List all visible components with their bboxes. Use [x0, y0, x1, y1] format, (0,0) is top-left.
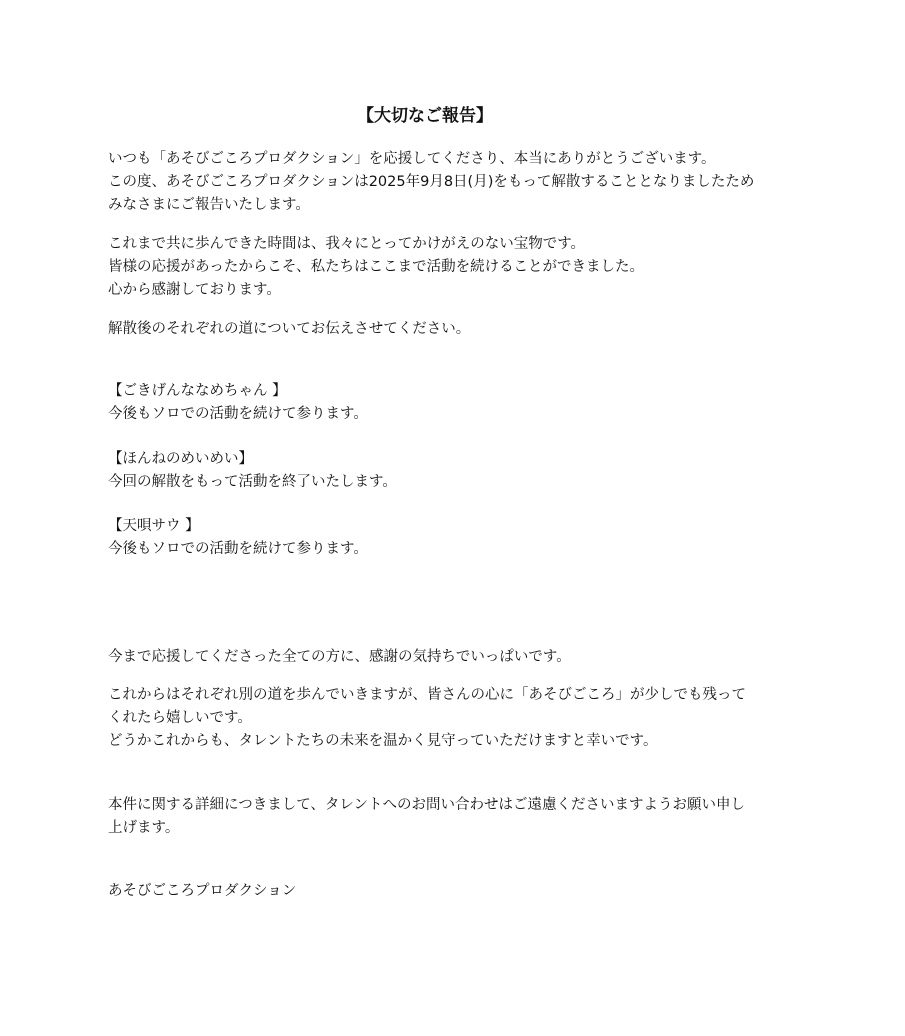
- inquiry-notice-line: 本件に関する詳細につきまして、タレントへのお問い合わせはご遠慮くださいますようお願い申し: [108, 797, 746, 813]
- talent-name-heading: 【ほんねのめいめい】: [108, 451, 253, 467]
- talent-status-line: 今後もソロでの活動を続けて参ります。: [108, 541, 368, 557]
- talent-name-heading: 【天唄サウ 】: [108, 518, 200, 534]
- document-title: 【大切なご報告】: [357, 106, 493, 126]
- talent-status-line: 今回の解散をもって活動を終了いたします。: [108, 474, 397, 490]
- closing-line: これからはそれぞれ別の道を歩んでいきますが、皆さんの心に「あそびごころ」が少しでも残って: [108, 687, 746, 703]
- gratitude-line: 心から感謝しております。: [108, 282, 281, 298]
- talent-status-line: 今後もソロでの活動を続けて参ります。: [108, 406, 368, 422]
- announcement-line: この度、あそびごころプロダクションは2025年9月8日(月)をもって解散することとなりましたため: [108, 174, 755, 190]
- greeting-line: いつも「あそびごころプロダクション」を応援してくださり、本当にありがとうございます。: [108, 151, 716, 167]
- inquiry-notice-line: 上げます。: [108, 820, 180, 836]
- closing-line: くれたら嬉しいです。: [108, 710, 252, 726]
- intro-paths-line: 解散後のそれぞれの道についてお伝えさせてください。: [108, 321, 471, 337]
- closing-line: どうかこれからも、タレントたちの未来を温かく見守っていただけますと幸いです。: [108, 733, 658, 749]
- thanks-line: 今まで応援してくださった全ての方に、感謝の気持ちでいっぱいです。: [108, 649, 571, 665]
- announcement-line: みなさまにご報告いたします。: [108, 197, 310, 213]
- gratitude-line: 皆様の応援があったからこそ、私たちはここまで活動を続けることができました。: [108, 259, 645, 275]
- gratitude-line: これまで共に歩んできた時間は、我々にとってかけがえのない宝物です。: [108, 236, 586, 252]
- signature: あそびごころプロダクション: [108, 883, 297, 899]
- talent-name-heading: 【ごきげんななめちゃん 】: [108, 383, 287, 399]
